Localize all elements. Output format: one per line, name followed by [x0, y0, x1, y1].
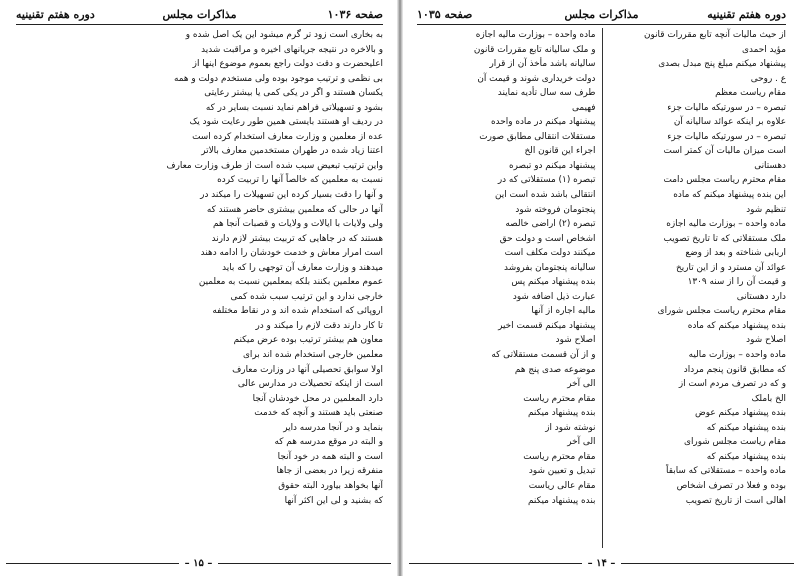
text-line: و آنها را دقت بسیار کرده این تسهیلات را میکند در — [200, 190, 383, 201]
text-line: الی آخر — [567, 379, 596, 390]
text-line: مستقلات انتقالی مطابق صورت — [479, 131, 596, 142]
text-line: ماده واحده – مستقلاتی که سابقاً — [666, 466, 786, 477]
text-line: پیشنهاد میکنم مبلغ پنج مبدل بصدی — [658, 59, 786, 70]
text-line: و از آن قسمت مستقلاتی که — [491, 350, 596, 361]
text-line: فهیمی — [571, 102, 596, 113]
text-line: عده از معلمین و وزارت معارف استخدام کرده است — [192, 131, 383, 142]
text-line: الخ باملک — [751, 393, 786, 404]
header-page-label: صفحه ۱۰۳۵ — [417, 8, 473, 21]
text-line: واین ترتیب تبعیض سبب شده است از طرف وزارت معارف — [166, 160, 383, 171]
text-line: مقام محترم ریاست مجلس دامت — [663, 175, 786, 186]
page-footer — [0, 556, 397, 570]
text-line: الی آخر — [567, 437, 596, 448]
text-line: نسبت به معلمین که خالصاً آنها را تربیت کرده — [217, 175, 383, 186]
text-line: تبصره (۲) اراضی خالصه — [505, 219, 596, 230]
footer-rule — [621, 563, 794, 564]
text-line: بنده پیشنهاد میکنم که — [706, 422, 786, 433]
text-line: بنده پیشنهاد میکنم عوض — [695, 408, 786, 419]
page-header — [16, 6, 383, 25]
text-line: عموم معلمین بکنند بلکه بمعلمین نسبت به معلمین — [198, 277, 383, 288]
text-line: اولا سوابق تحصیلی آنها در وزارت معارف — [232, 364, 383, 375]
text-line: ماده واحده – بوزارت مالیه اجازه — [666, 219, 786, 230]
text-line: بی نظمی و ترتیب موجود بوده ولی مستخدم دولت و همه — [173, 73, 383, 84]
text-line: موضوعه صدی پنج هم — [514, 364, 596, 375]
header-page-label: صفحه ۱۰۳۶ — [327, 8, 383, 21]
text-line: اصلاح شود — [746, 335, 786, 346]
text-line: اهالی است از تاریخ تصویب — [685, 495, 786, 506]
text-line: در ردیف او هستند بایستی همین طور رعایت شود یک — [189, 117, 383, 128]
text-line: ماده واحده – بوزارت مالیه اجازه — [475, 30, 596, 40]
text-line: سالیانه باشد مأخذ آن از قرار — [489, 59, 596, 70]
text-line: است میزان مالیات آن کمتر است — [663, 146, 786, 157]
text-line: بنده پیشنهاد میکنم پس — [511, 277, 596, 288]
text-line: و قیمت آن را از سنه ۱۳۰۹ — [687, 277, 786, 288]
text-line: بنده پیشنهاد میکنم — [527, 495, 596, 506]
text-line: بشود و تسهیلاتی فراهم نماید نسبت بسایر در که — [205, 102, 383, 113]
text-line: منفرقه زیرا در بعضی از جاها — [276, 466, 383, 477]
text-line: تنظیم شود — [746, 204, 786, 215]
footer-rule — [6, 563, 179, 564]
text-line: دهستانی — [754, 160, 786, 171]
text-line: اعتنا زیاد شده در طهران مستخدمین معارف بالاتر — [201, 146, 383, 157]
page-number: – ۱۴ – — [587, 557, 616, 569]
text-line: بنده پیشنهاد میکنم که ماده — [687, 320, 786, 331]
text-line: و البته در موقع مدرسه هم که — [274, 437, 383, 448]
text-line: عبارت ذیل اضافه شود — [512, 291, 596, 302]
text-line: اروپائی که استخدام شده اند و در نقاط مختلفه — [212, 306, 383, 317]
text-line: یکسان هستند و اگر در یکی کمی یا بیشتر رعایتی — [204, 88, 383, 99]
text-line: پنجتومان فروخته شود — [515, 204, 596, 215]
text-line: عوائد آن مسترد و از این تاریخ — [676, 262, 786, 273]
text-line: طرف سه سال تأدیه نمایند — [497, 88, 596, 99]
text-line: تا کار دارند دقت لازم را میکند و در — [255, 320, 383, 331]
header-session: دوره هفتم تقنینیه — [707, 8, 786, 21]
text-line: است از اینکه تحصیلات در مدارس عالی — [237, 379, 383, 390]
text-line: و بالاخره در نتیجه جریانهای اخیره و مراقبت شدید — [201, 44, 383, 55]
text-line: نوشته شود از — [545, 422, 596, 433]
text-line: تبدیل و تعیین شود — [528, 466, 596, 477]
text-line: پیشنهاد میکنم قسمت اخیر — [498, 320, 596, 331]
page-header — [417, 6, 786, 25]
page-footer — [403, 556, 800, 570]
right-page — [403, 0, 800, 576]
text-line: مالیه اجاره از آنها — [531, 306, 596, 317]
text-line: علاوه بر اینکه عوائد سالیانه آن — [673, 117, 786, 128]
text-line: ماده واحده – بوزارت مالیه — [688, 350, 786, 361]
text-line: این بنده پیشنهاد میکنم که ماده — [673, 190, 786, 201]
text-line: بنماید و در آنجا مدرسه دایر — [283, 422, 383, 433]
text-line: که مطابق قانون پنجم مرداد — [683, 364, 786, 375]
text-line: اربابی شناخته و بعد از وضع — [685, 248, 786, 259]
text-line: بوده و فعلا در تصرف اشخاص — [676, 480, 786, 491]
text-line: معلمین خارجی استخدام شده اند برای — [242, 350, 383, 361]
header-title: مذاکرات مجلس — [564, 8, 639, 21]
text-line: بنده پیشنهاد میکنم که — [706, 451, 786, 462]
text-line: است و البته همه در خود آنجا — [277, 451, 383, 462]
text-line: معاون هم بیشتر ترتیب بوده عرض میکنم — [233, 335, 383, 346]
left-page-body — [16, 28, 383, 548]
text-line: آنها بخواهد بیاورد البته حقوق — [278, 480, 383, 491]
header-title: مذاکرات مجلس — [162, 8, 237, 21]
text-line: سالیانه پنجتومان بفروشد — [504, 262, 596, 273]
page-number: – ۱۵ – — [184, 557, 213, 569]
text-line: از حیث مالیات آنچه تابع مقررات قانون — [643, 30, 786, 40]
text-line: اجراء این قانون الخ — [524, 146, 596, 157]
text-line: صنعتی باید هستند و آنچه که خدمت — [254, 408, 383, 419]
text-line: هستند که در جاهایی که تربیت بیشتر لازم دارند — [211, 233, 383, 244]
column-left — [417, 28, 602, 548]
left-page — [0, 0, 397, 576]
text-line: تبصره – در سورتیکه مالیات جزء — [667, 102, 786, 113]
text-line: پیشنهاد میکنم در ماده واحده — [490, 117, 596, 128]
text-line: که بشنید و لی این اکثر آنها — [284, 495, 383, 506]
text-line: انتقالی باشد شده است این — [494, 190, 596, 201]
text-line: تبصره (۱) مستقلاتی که در — [497, 175, 596, 186]
text-line: مقام ریاست معظم — [715, 88, 786, 99]
text-line: است امرار معاش و خدمت خودشان را ادامه دهند — [200, 248, 383, 259]
text-line: مؤید احمدی — [742, 44, 786, 55]
text-line: اعلیحضرت و دقت دولت راجع بعموم موضوع اینها از — [192, 59, 383, 70]
text-line: ولی ولایات با ایالات و ولایات و قصبات آنجا هم — [213, 219, 383, 230]
text-line: دولت خریداری شوند و قیمت آن — [477, 73, 596, 84]
text-line: دارد دهستانی — [736, 291, 786, 302]
text-line: بنده پیشنهاد میکنم — [527, 408, 596, 419]
text-line: تبصره – در سورتیکه مالیات جزء — [667, 131, 786, 142]
text-line: میکنند دولت مکلف است — [504, 248, 596, 259]
text-line: و ملک سالیانه تابع مقررات قانون — [473, 44, 596, 55]
text-line: ع . روحی — [750, 73, 786, 84]
text-line: مقام محترم ریاست — [523, 393, 596, 404]
text-line: میدهند و وزارت معارف آن توجهی را که باید — [222, 262, 383, 273]
text-line: مقام محترم ریاست مجلس شورای — [657, 306, 786, 317]
text-line: اصلاح شود — [555, 335, 596, 346]
text-line: مقام ریاست مجلس شورای — [684, 437, 786, 448]
text-line: پیشنهاد میکنم دو تبصره — [508, 160, 596, 171]
right-page-body — [417, 28, 786, 548]
text-line: دارد المعلمین در محل خودشان آنجا — [252, 393, 383, 404]
text-line: خارجی ندارد و این ترتیب سبب شده کمی — [230, 291, 383, 302]
text-line: مقام عالی ریاست — [528, 480, 596, 491]
footer-rule — [409, 563, 582, 564]
column-right — [602, 28, 787, 548]
footer-rule — [218, 563, 391, 564]
text-line: به بخاری است زود تر گرم میشود این یک اصل شده و — [185, 30, 383, 40]
text-line: و که در تصرف مردم است از — [678, 379, 786, 390]
text-line: آنها در حالی که معلمین بیشتری حاضر هستند که — [206, 204, 383, 215]
header-session: دوره هفتم تقنینیه — [16, 8, 95, 21]
text-line: ملک مستقلاتی که تا تاریخ تصویب — [663, 233, 786, 244]
text-line: اشخاص است و دولت حق — [499, 233, 596, 244]
text-line: مقام محترم ریاست — [523, 451, 596, 462]
